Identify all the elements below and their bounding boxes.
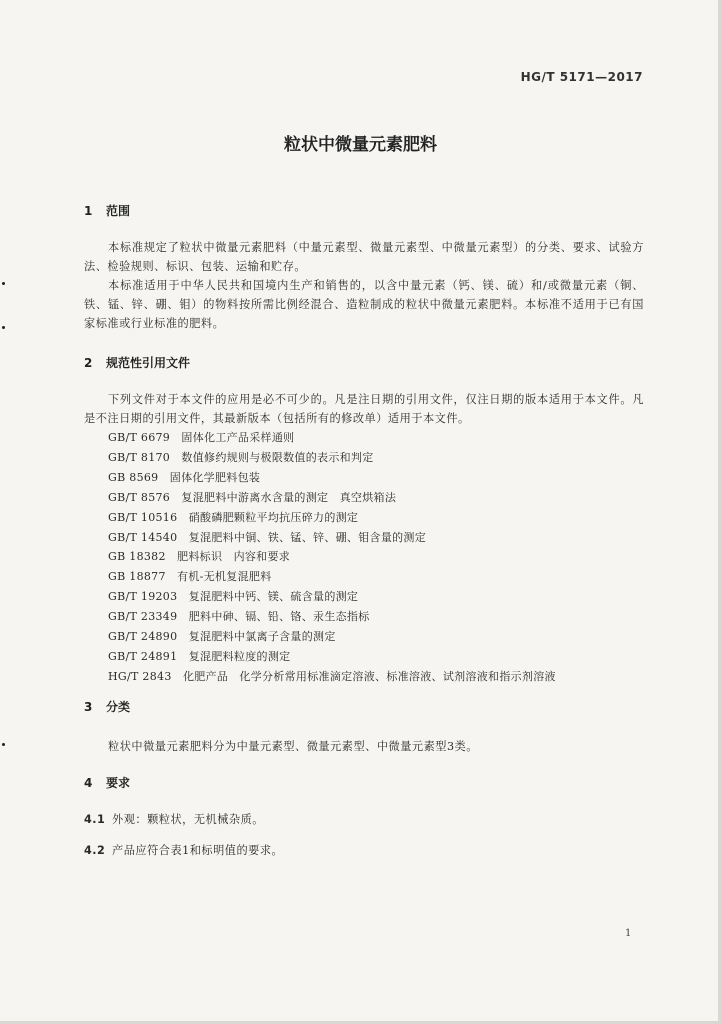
requirement-clause [84, 811, 264, 827]
reference-code: GB 8569 [108, 470, 159, 484]
reference-item [108, 448, 556, 468]
scope-paragraph: 本标准规定了粒状中微量元素肥料（中量元素型、微量元素型、中微量元素型）的分类、要求、试验方法、检验规则、标识、包装、运输和贮存。 [84, 241, 644, 273]
reference-name: 固体化学肥料包装 [169, 470, 261, 484]
section-number: 4 [84, 776, 93, 790]
reference-code: GB/T 6679 [108, 431, 171, 444]
section-title: 要求 [106, 776, 131, 790]
standard-code: HG/T 5171—2017 [520, 70, 643, 84]
reference-item [108, 508, 556, 528]
reference-item [108, 587, 556, 607]
classification-paragraph: 粒状中微量元素肥料分为中量元素型、微量元素型、中微量元素型3类。 [108, 740, 478, 753]
section-heading [84, 774, 130, 791]
section-heading [84, 698, 130, 715]
scope-paragraph: 本标准适用于中华人民共和国境内生产和销售的，以含中量元素（钙、镁、硫）和/或微量元素（铜、铁、锰、锌、硼、钼）的物料按所需比例经混合、造粒制成的粒状中微量元素肥料。本标准不适用于已有国家标准或行业标准的肥料。 [84, 279, 644, 330]
scan-mark [2, 326, 5, 329]
reference-name: 复混肥料中铜、铁、锰、锌、硼、钼含量的测定 [188, 530, 427, 544]
reference-name: 肥料标识 内容和要求 [177, 550, 291, 564]
scan-mark [2, 743, 5, 746]
reference-name: 数值修约规则与极限数值的表示和判定 [181, 450, 374, 464]
scan-mark [2, 282, 5, 285]
section-title: 范围 [106, 204, 131, 218]
reference-item [108, 488, 556, 508]
reference-item [108, 547, 556, 567]
reference-code: GB/T 19203 [108, 590, 178, 604]
reference-code: GB/T 10516 [108, 510, 178, 524]
page-number: 1 [625, 928, 632, 939]
reference-name: 固体化工产品采样通则 [181, 431, 295, 444]
clause-number: 4.2 [84, 844, 106, 857]
reference-code: GB 18382 [108, 550, 166, 564]
reference-name: 化肥产品 化学分析常用标准滴定溶液、标准溶液、试剂溶液和指示剂溶液 [182, 669, 556, 683]
reference-item [108, 607, 556, 627]
reference-name: 复混肥料粒度的测定 [188, 649, 291, 663]
clause-number: 4.1 [84, 813, 106, 826]
reference-name: 有机-无机复混肥料 [177, 570, 272, 584]
clause-text: 外观：颗粒状，无机械杂质。 [112, 813, 264, 826]
document-title: 粒状中微量元素肥料 [284, 135, 437, 155]
reference-item [108, 667, 556, 687]
requirement-clause [84, 842, 283, 858]
reference-item [108, 528, 556, 548]
clause-text: 产品应符合表1和标明值的要求。 [112, 844, 284, 857]
reference-item [108, 627, 556, 647]
section-title: 分类 [106, 700, 131, 714]
reference-item [108, 468, 556, 488]
section-heading [84, 202, 130, 219]
reference-code: GB/T 8170 [108, 450, 171, 464]
reference-item [108, 567, 556, 587]
reference-name: 肥料中砷、镉、铅、铬、汞生态指标 [188, 610, 370, 624]
reference-code: GB/T 24891 [108, 649, 178, 663]
reference-code: GB/T 8576 [108, 490, 171, 504]
reference-name: 复混肥料中游离水含量的测定 真空烘箱法 [181, 490, 397, 504]
reference-code: GB/T 23349 [108, 610, 178, 624]
reference-code: GB/T 14540 [108, 530, 178, 544]
reference-name: 复混肥料中氯离子含量的测定 [188, 630, 336, 644]
section-heading [84, 354, 190, 371]
reference-name: 硝酸磷肥颗粒平均抗压碎力的测定 [188, 510, 359, 524]
section-number: 1 [84, 204, 93, 218]
section-title: 规范性引用文件 [106, 356, 191, 370]
reference-list [108, 428, 556, 687]
reference-code: GB/T 24890 [108, 630, 178, 644]
reference-code: HG/T 2843 [108, 669, 172, 683]
reference-item [108, 647, 556, 667]
reference-item [108, 428, 556, 448]
reference-code: GB 18877 [108, 570, 166, 584]
section-number: 3 [84, 700, 93, 714]
reference-name: 复混肥料中钙、镁、硫含量的测定 [188, 590, 359, 604]
normative-intro: 下列文件对于本文件的应用是必不可少的。凡是注日期的引用文件，仅注日期的版本适用于本文件。凡是不注日期的引用文件，其最新版本（包括所有的修改单）适用于本文件。 [84, 393, 644, 425]
section-number: 2 [84, 356, 93, 370]
